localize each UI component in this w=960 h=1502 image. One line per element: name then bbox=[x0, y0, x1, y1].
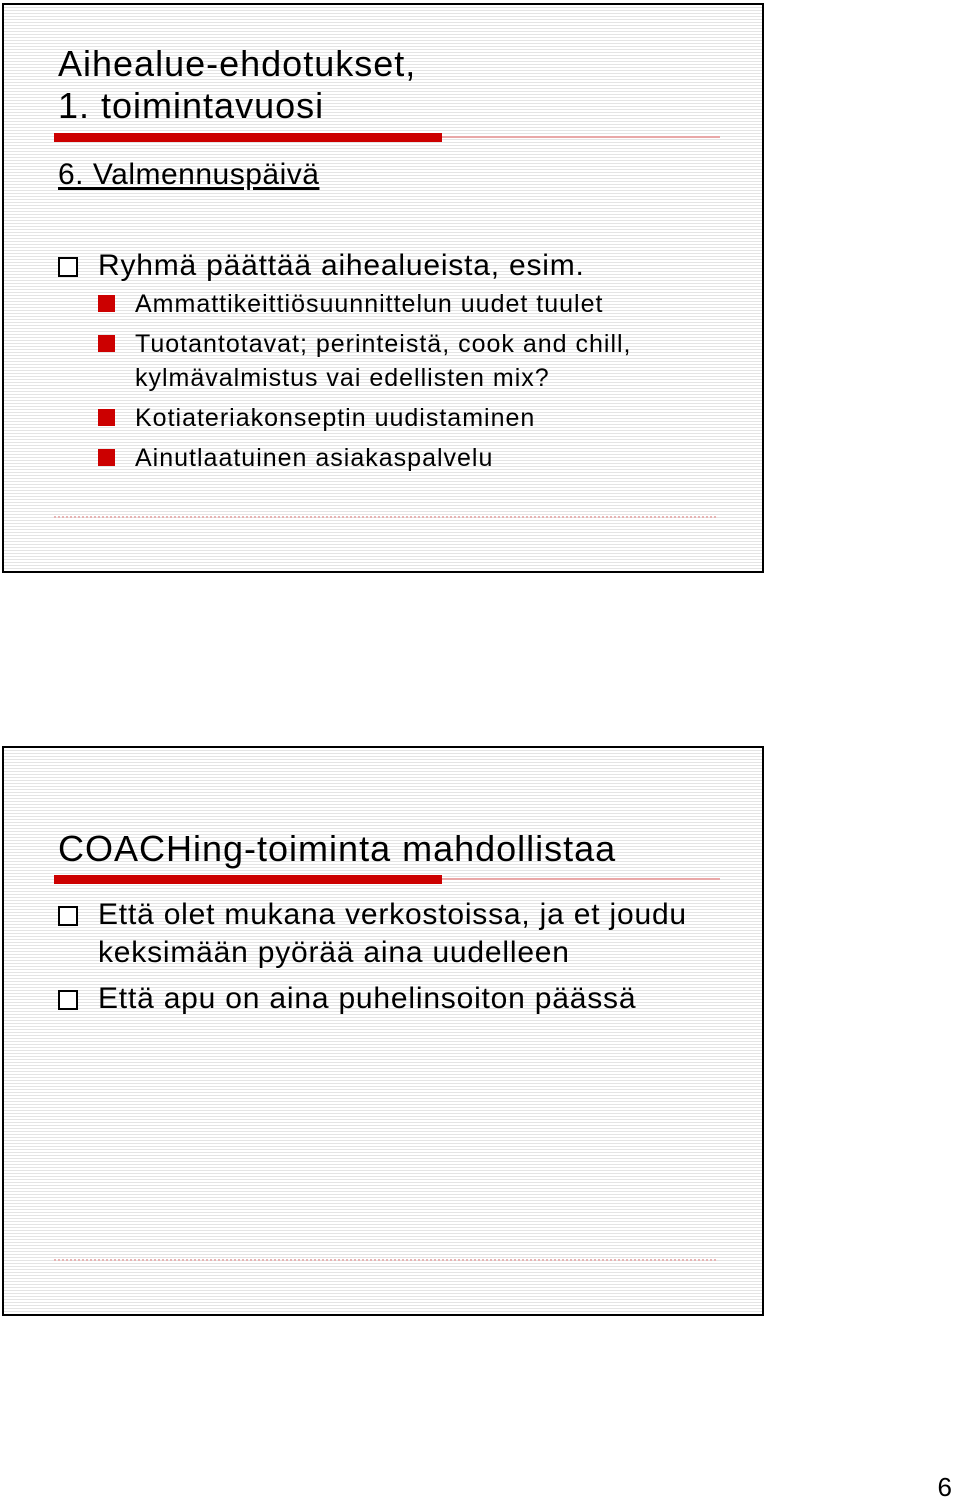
bullet-list bbox=[58, 247, 748, 481]
bullet-list bbox=[58, 896, 748, 1026]
sub-bullet-text: Tuotantotavat; perinteistä, cook and chill, kylmävalmistus vai edellisten mix? bbox=[135, 330, 632, 392]
sub-bullet-item bbox=[98, 401, 748, 435]
hollow-square-icon bbox=[58, 906, 78, 926]
bullet-text: Ryhmä päättää aihealueista, esim. bbox=[98, 249, 585, 282]
sub-bullet-text: Ainutlaatuinen asiakaspalvelu bbox=[135, 444, 494, 472]
title-line-2: 1. toimintavuosi bbox=[58, 85, 325, 126]
slide-title: COACHing-toiminta mahdollistaa bbox=[58, 828, 617, 869]
title-rule-pink-line bbox=[442, 136, 720, 138]
title-rule-pink-line bbox=[442, 878, 720, 880]
page-number: 6 bbox=[937, 1472, 952, 1502]
bottom-rule bbox=[54, 516, 716, 518]
slide-2 bbox=[2, 746, 764, 1316]
slide-subtitle: 6. Valmennuspäivä bbox=[58, 158, 320, 191]
title-rule bbox=[54, 133, 720, 142]
bottom-rule bbox=[54, 1259, 716, 1261]
sub-bullet-text: Kotiateriakonseptin uudistaminen bbox=[135, 404, 536, 432]
slide-title bbox=[58, 43, 416, 127]
title-rule-red-bar bbox=[54, 133, 442, 142]
bullet-text: Että apu on aina puhelinsoiton päässä bbox=[98, 982, 637, 1015]
title-rule bbox=[54, 875, 720, 884]
filled-square-icon bbox=[98, 449, 115, 466]
bullet-item bbox=[58, 980, 748, 1018]
bullet-text: Että olet mukana verkostoissa, ja et joudu keksimään pyörää aina uudelleen bbox=[98, 898, 687, 969]
bullet-item bbox=[58, 247, 748, 475]
sub-bullet-item bbox=[98, 287, 748, 321]
sub-bullet-text: Ammattikeittiösuunnittelun uudet tuulet bbox=[135, 290, 604, 318]
sub-bullet-list bbox=[98, 287, 748, 475]
bullet-item bbox=[58, 896, 748, 972]
filled-square-icon bbox=[98, 295, 115, 312]
sub-bullet-item bbox=[98, 441, 748, 475]
hollow-square-icon bbox=[58, 257, 78, 277]
sub-bullet-item bbox=[98, 327, 748, 395]
title-rule-red-bar bbox=[54, 875, 442, 884]
title-line-1: Aihealue-ehdotukset, bbox=[58, 43, 417, 84]
hollow-square-icon bbox=[58, 990, 78, 1010]
filled-square-icon bbox=[98, 409, 115, 426]
slide-1 bbox=[2, 3, 764, 573]
filled-square-icon bbox=[98, 335, 115, 352]
